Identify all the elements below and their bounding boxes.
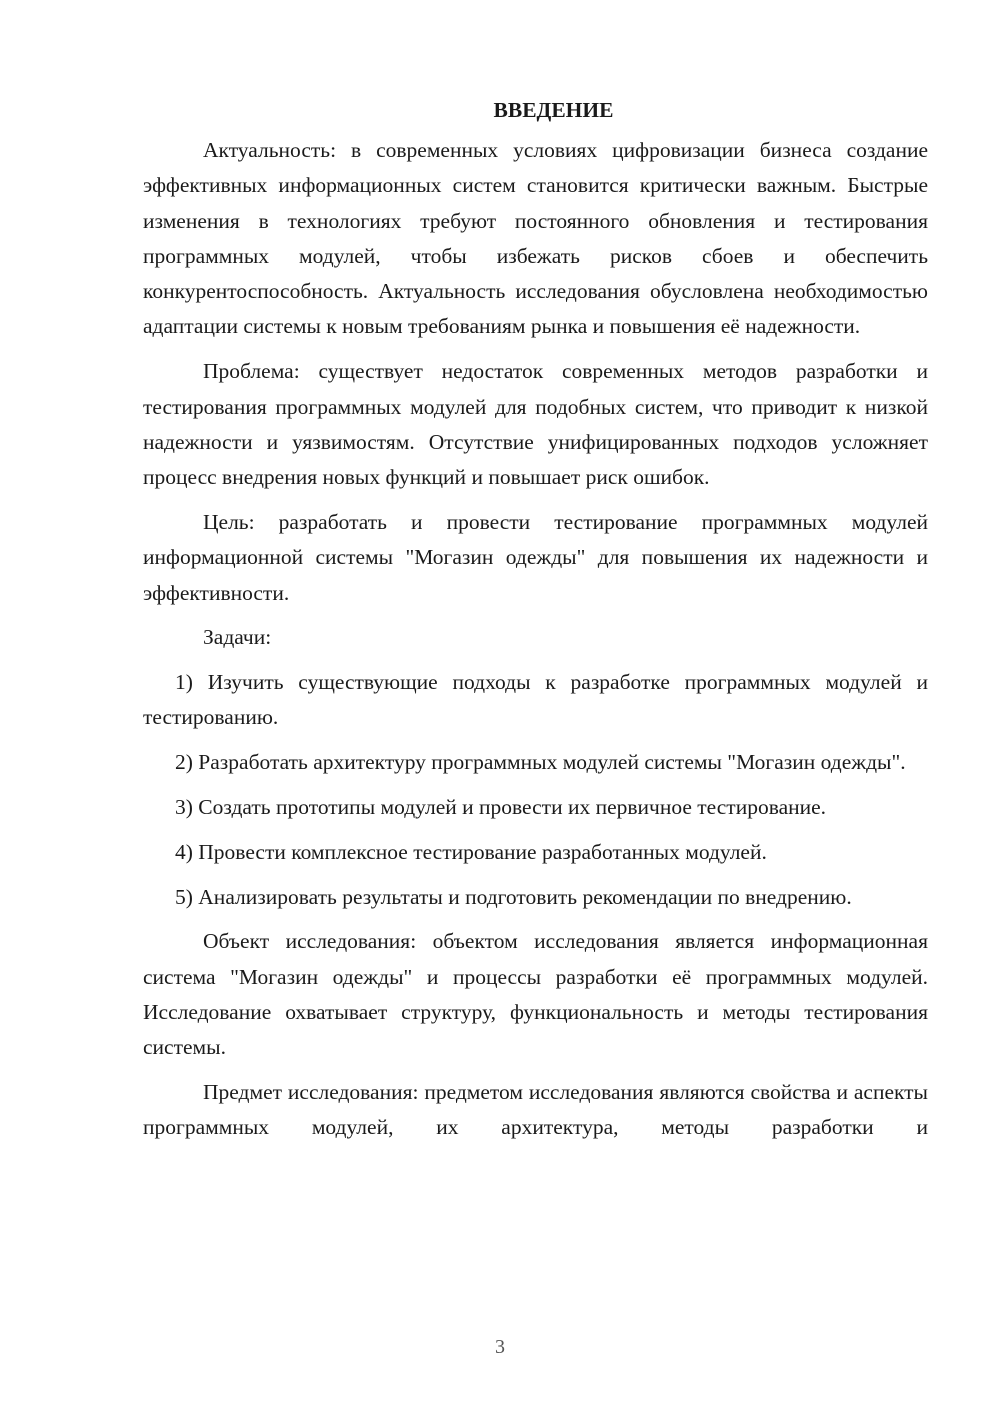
task-item-5: 5) Анализировать результаты и подготовить рекомендации по внедрению. — [175, 884, 852, 909]
task-item-2: 2) Разработать архитектуру программных модулей системы "Могазин одежды". — [175, 750, 906, 775]
document-page — [143, 96, 928, 1146]
object-paragraph: Объект исследования: объектом исследования является информационная система "Могазин одежды" и процессы разработки её программных модулей. Исследование охватывает структуру, функциональность и методы тестирования системы. — [143, 929, 928, 1060]
task-item-4: 4) Провести комплексное тестирование разработанных модулей. — [175, 839, 767, 864]
relevance-paragraph: Актуальность: в современных условиях цифровизации бизнеса создание эффективных информационных систем становится критически важным. Быстрые изменения в технологиях требуют постоянного обновления и тестирования программных модулей, чтобы избежать рисков сбоев и обеспечить конкурентоспособность. Актуальность исследования обусловлена необходимостью адаптации системы к новым требованиям рынка и повышения её надежности. — [143, 138, 928, 339]
section-title: ВВЕДЕНИЕ — [493, 98, 614, 122]
problem-paragraph: Проблема: существует недостаток современных методов разработки и тестирования программных модулей для подобных систем, что приводит к низкой надежности и уязвимостям. Отсутствие унифицированных подходов усложняет процесс внедрения новых функций и повышает риск ошибок. — [143, 359, 928, 490]
tasks-heading: Задачи: — [203, 625, 272, 650]
page-number: 3 — [495, 1336, 505, 1358]
task-item-3: 3) Создать прототипы модулей и провести их первичное тестирование. — [175, 795, 827, 820]
subject-paragraph: Предмет исследования: предметом исследования являются свойства и аспекты программных модулей, их архитектура, методы разработки и — [143, 1080, 928, 1140]
goal-paragraph: Цель: разработать и провести тестирование программных модулей информационной системы "Могазин одежды" для повышения их надежности и эффективности. — [143, 509, 928, 605]
task-item-1: 1) Изучить существующие подходы к разработке программных модулей и тестированию. — [143, 670, 928, 730]
